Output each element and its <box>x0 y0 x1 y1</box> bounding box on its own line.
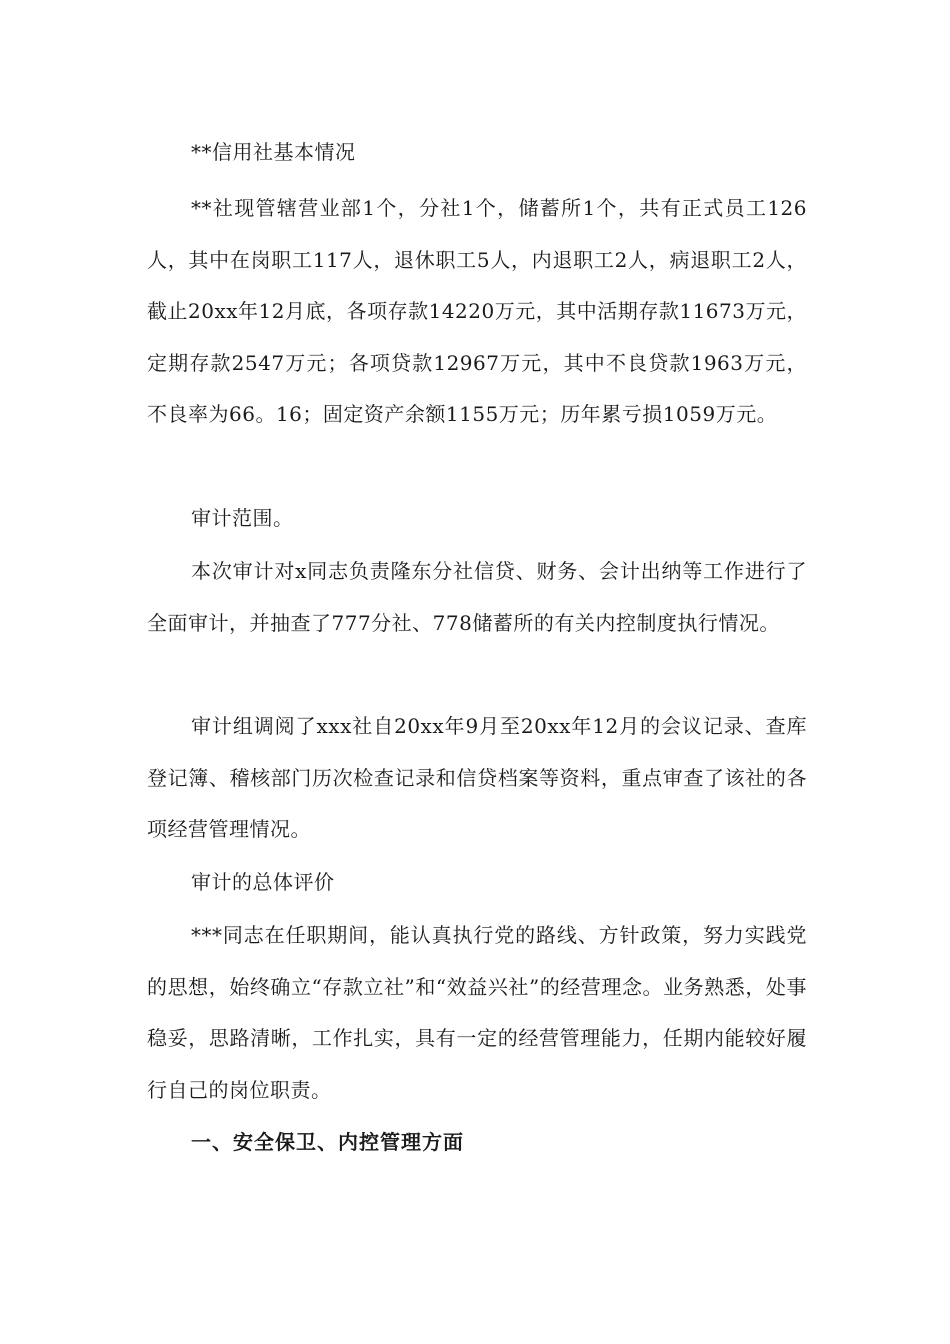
section-heading-audit-scope: 审计范围。 <box>191 506 294 530</box>
paragraph-basic-info: **社现管辖营业部1个，分社1个，储蓄所1个，共有正式员工126人，其中在岗职工117人，退休职工5人，内退职工2人，病退职工2人，截止20xx年12月底，各项存款14220万元，其中活期存款11673万元，定期存款2547万元；各项贷款12967万元，其中不良贷款1963万元，不良率为66。16；固定资产余额1155万元；历年累亏损1059万元。 <box>147 196 807 426</box>
paragraph-audit-materials: 审计组调阅了xxx社自20xx年9月至20xx年12月的会议记录、查库登记簿、稽核部门历次检查记录和信贷档案等资料，重点审查了该社的各项经营管理情况。 <box>147 714 807 841</box>
section-heading-basic-info: **信用社基本情况 <box>191 140 356 164</box>
section-heading-security-control: 一、安全保卫、内控管理方面 <box>191 1130 464 1154</box>
section-heading-overall-evaluation: 审计的总体评价 <box>191 870 335 894</box>
paragraph-audit-scope: 本次审计对x同志负责隆东分社信贷、财务、会计出纳等工作进行了全面审计，并抽查了777分社、778储蓄所的有关内控制度执行情况。 <box>147 559 807 635</box>
paragraph-overall-evaluation: ***同志在任职期间，能认真执行党的路线、方针政策，努力实践党的思想，始终确立“存款立社”和“效益兴社”的经营理念。业务熟悉，处事稳妥，思路清晰，工作扎实，具有一定的经营管理能力，任期内能较好履行自己的岗位职责。 <box>147 923 807 1102</box>
